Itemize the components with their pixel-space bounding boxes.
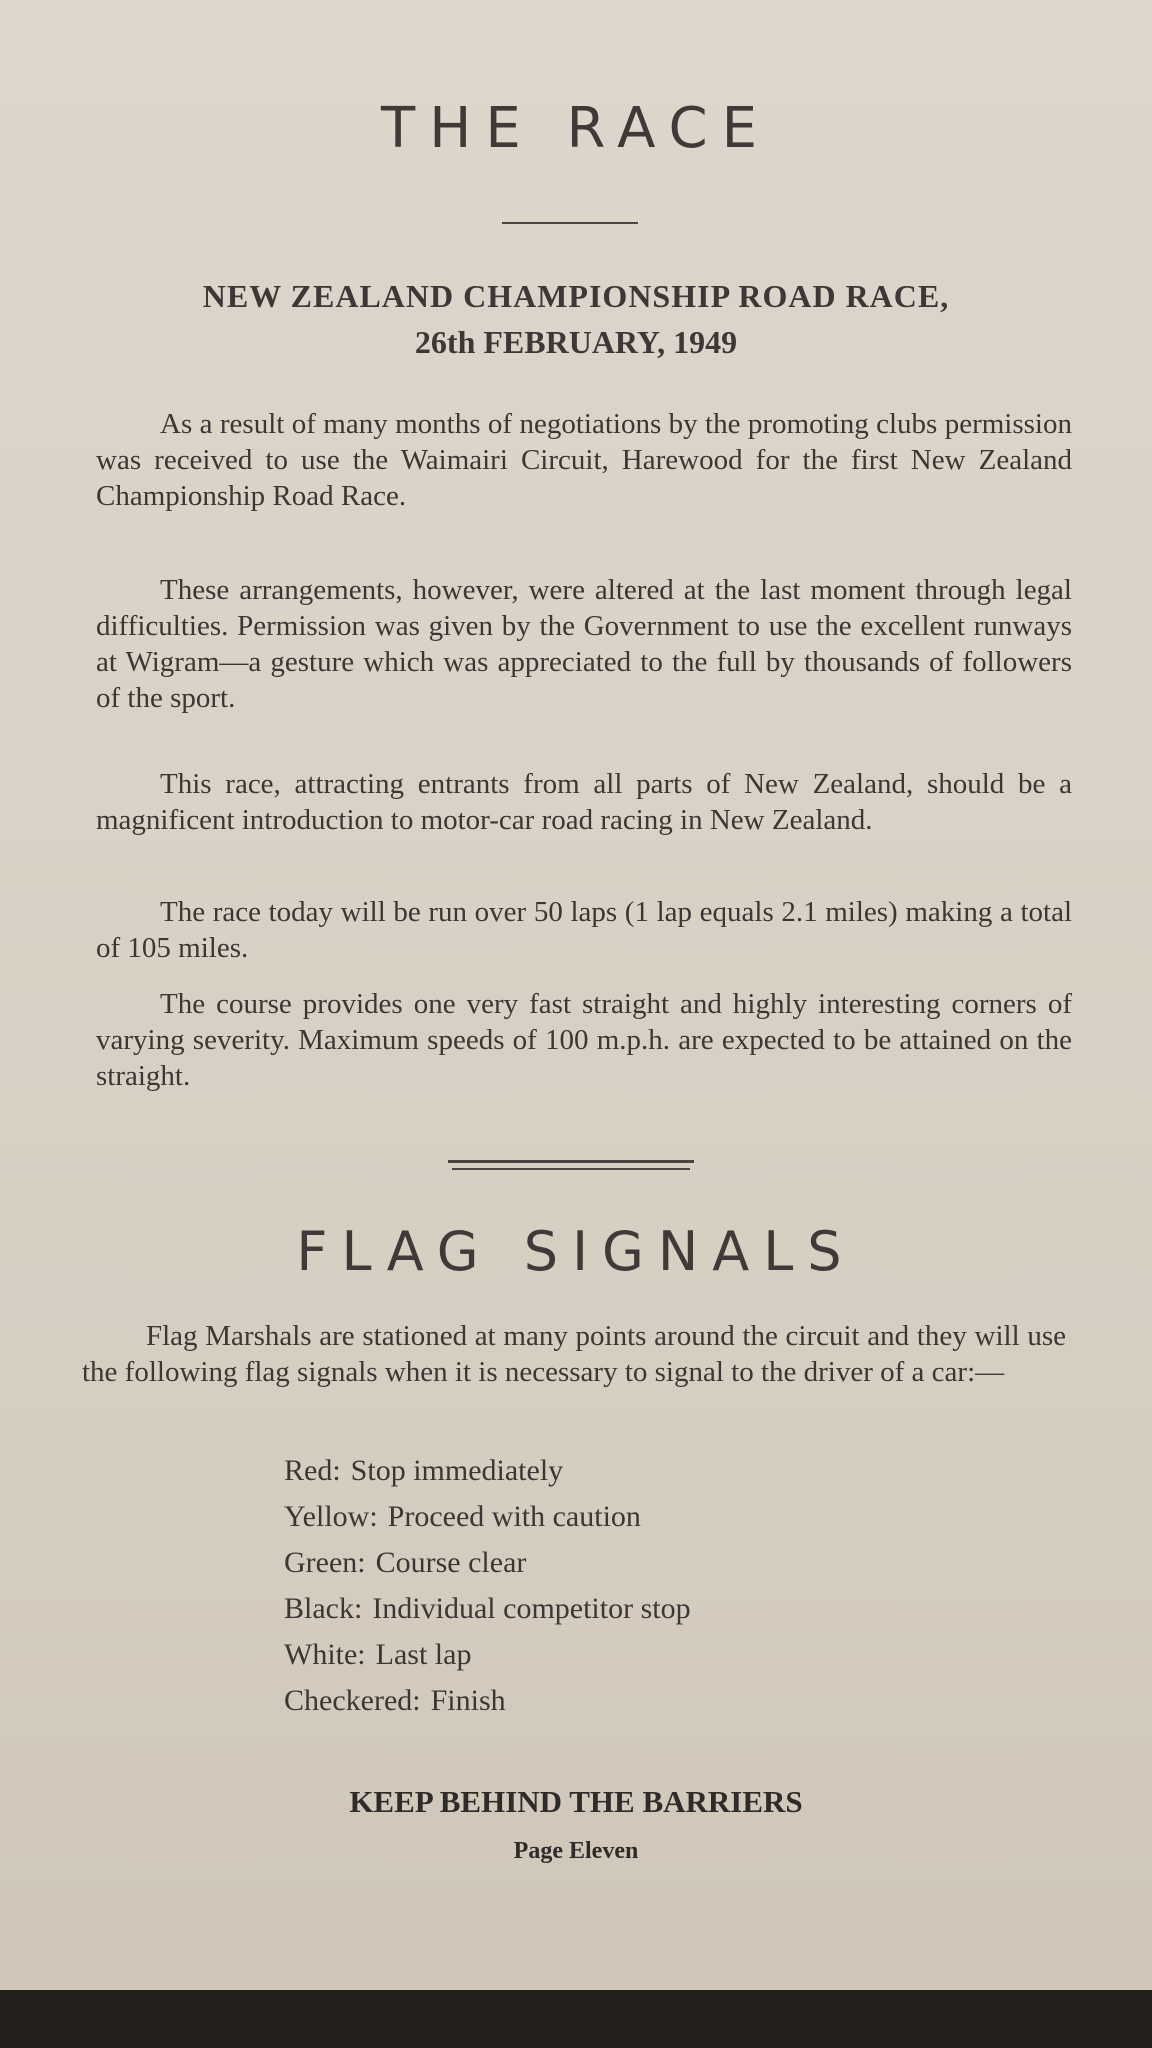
race-paragraph: As a result of many months of negotiations by the promoting clubs permission was received to use the Waimairi Circuit, Harewood for the first New Zealand Championship Road Race. [96, 408, 1072, 512]
flag-signal-item [284, 1448, 691, 1494]
flag-color: Black: [284, 1592, 363, 1625]
race-paragraph: The course provides one very fast straight and highly interesting corners of varying severity. Maximum speeds of 100 m.p.h. are expected to be attained on the straight. [96, 988, 1072, 1092]
flag-signals-title: FLAG SIGNALS [296, 1220, 856, 1283]
section-divider [448, 1160, 694, 1163]
flag-meaning: Stop immediately [350, 1454, 564, 1487]
race-date: 26th FEBRUARY, 1949 [414, 324, 738, 360]
flag-signal-item [284, 1632, 691, 1678]
race-paragraph: These arrangements, however, were altered at the last moment through legal difficulties. Permission was given by the Government to use the excellent runways at Wigram—a gesture which was appreciated to the full by thousands of followers of the sport. [96, 574, 1072, 714]
flag-meaning: Last lap [375, 1638, 472, 1671]
flag-color: Yellow: [284, 1500, 378, 1533]
flag-signal-item [284, 1494, 691, 1540]
flag-signal-list [284, 1448, 691, 1724]
flag-signal-item [284, 1586, 691, 1632]
flag-meaning: Individual competitor stop [372, 1592, 691, 1625]
flag-meaning: Course clear [375, 1546, 527, 1579]
flag-signal-item [284, 1540, 691, 1586]
flag-meaning: Finish [430, 1684, 506, 1717]
race-subtitle: NEW ZEALAND CHAMPIONSHIP ROAD RACE, [202, 278, 950, 314]
title-divider [502, 222, 638, 224]
barrier-warning: KEEP BEHIND THE BARRIERS [349, 1784, 803, 1819]
flag-color: Checkered: [284, 1684, 421, 1717]
page-number: Page Eleven [513, 1838, 639, 1864]
race-paragraph: This race, attracting entrants from all parts of New Zealand, should be a magnificent introduction to motor-car road racing in New Zealand. [96, 768, 1072, 836]
background-edge [0, 1990, 1152, 2048]
race-paragraph: The race today will be run over 50 laps (1 lap equals 2.1 miles) making a total of 105 miles. [96, 896, 1072, 964]
section-divider [452, 1168, 690, 1170]
flag-intro: Flag Marshals are stationed at many points around the circuit and they will use the following flag signals when it is necessary to signal to the driver of a car:— [82, 1320, 1066, 1388]
flag-color: Green: [284, 1546, 366, 1579]
flag-meaning: Proceed with caution [387, 1500, 641, 1533]
flag-signal-item [284, 1678, 691, 1724]
flag-color: White: [284, 1638, 366, 1671]
flag-color: Red: [284, 1454, 341, 1487]
race-title: THE RACE [381, 96, 771, 161]
